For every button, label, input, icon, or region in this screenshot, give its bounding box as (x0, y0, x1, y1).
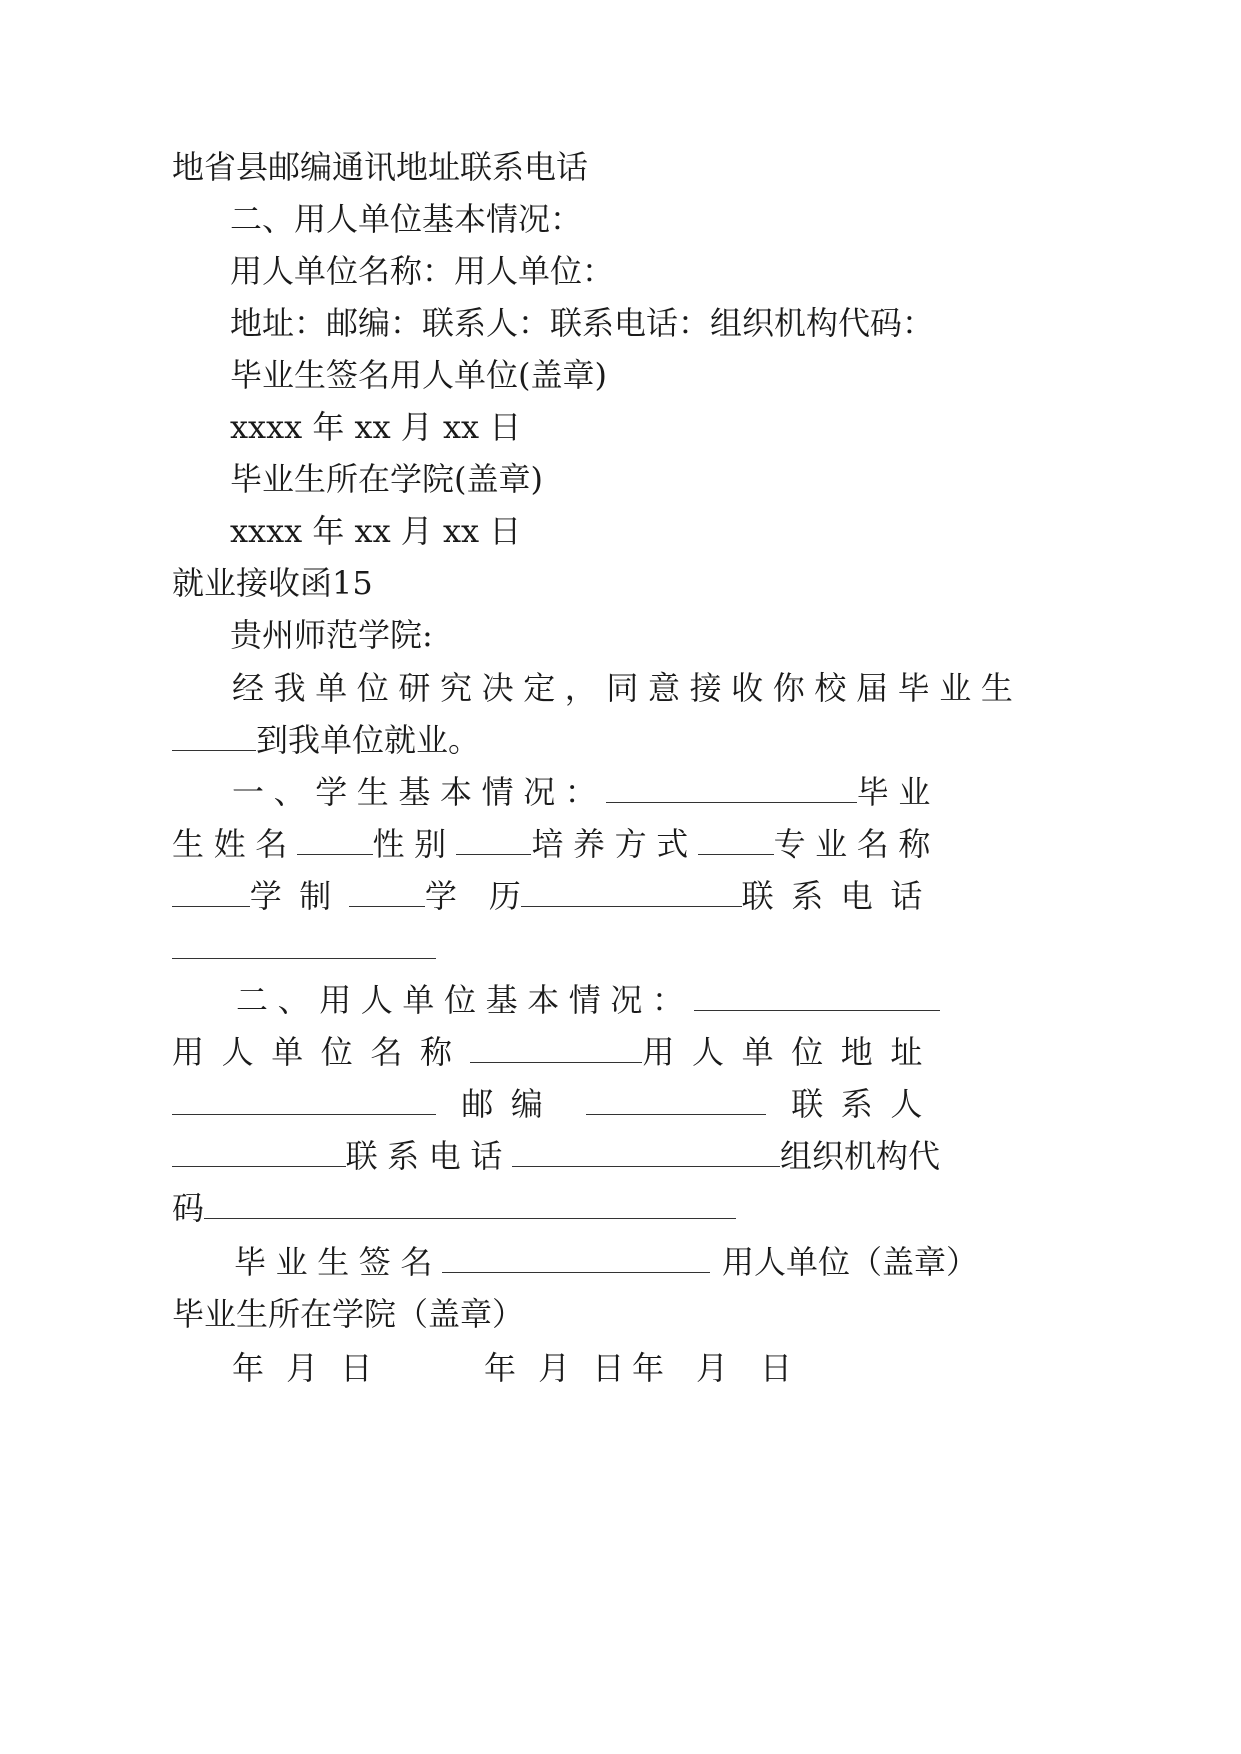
text-line: 地址：邮编：联系人：联系电话：组织机构代码： (230, 304, 935, 342)
section-heading: 二、用人单位基本情况： (236, 981, 694, 1019)
text-line: 毕业生所在学院(盖章) (230, 460, 543, 498)
postcode-field[interactable] (586, 1084, 766, 1115)
unit-info-blank[interactable] (694, 980, 940, 1011)
label-name: 生姓名 (172, 825, 297, 863)
label-org-code-end: 码 (172, 1189, 205, 1227)
duration-field[interactable] (349, 876, 425, 907)
text-line: 毕业生签名用人单位(盖章) (230, 356, 607, 394)
label-education: 学 历 (424, 877, 521, 915)
phone-and-code-group (346, 1136, 940, 1176)
section-heading: 二、用人单位基本情况： (230, 200, 583, 238)
section-heading: 一、学生基本情况： (232, 773, 607, 811)
date-graduate: 年 月 日 (232, 1349, 373, 1387)
graduate-name-blank[interactable] (172, 720, 256, 751)
education-field[interactable] (521, 876, 742, 907)
date-college: 年 月 日 (632, 1349, 793, 1387)
label-unit-address: 用人单位地址 (642, 1033, 940, 1071)
training-mode-field[interactable] (698, 824, 774, 855)
label-graduate-signature: 毕业生签名 (234, 1243, 443, 1281)
unit-name-field[interactable] (470, 1032, 643, 1063)
label-duration: 学制 (249, 877, 349, 915)
signature-line (234, 1242, 710, 1282)
label-org-code: 组织机构代 (779, 1137, 940, 1175)
body-line-1 (232, 668, 1023, 708)
phone-field[interactable] (172, 928, 436, 959)
unit-seal-label: 用人单位（盖章） (722, 1243, 979, 1281)
label-training-mode: 培养方式 (531, 825, 698, 863)
section-2-line (236, 980, 940, 1020)
body-text: 届毕业生 (856, 669, 1023, 707)
date-line: xxxx 年 xx 月 xx 日 (230, 408, 522, 446)
label-postcode: 邮编 (461, 1085, 561, 1123)
unit-phone-field[interactable] (512, 1136, 780, 1167)
name-field[interactable] (297, 824, 373, 855)
body-text: 经我单位研究决定，同意接收你校 (232, 669, 857, 707)
label-contact: 联系人 (791, 1085, 940, 1123)
college-seal-label: 毕业生所在学院（盖章） (172, 1295, 525, 1333)
section-1-line (232, 772, 940, 812)
major-field[interactable] (172, 876, 250, 907)
heading-fragment: 地省县邮编通讯地址联系电话 (172, 148, 589, 186)
org-code-field[interactable] (204, 1188, 736, 1219)
gender-field[interactable] (456, 824, 532, 855)
phone-line (172, 928, 436, 968)
label-unit-phone: 联系电话 (345, 1137, 512, 1175)
unit-address-field[interactable] (172, 1084, 436, 1115)
unit-fields-line-2 (172, 1084, 940, 1124)
label: 毕业 (856, 773, 940, 811)
graduate-signature-field[interactable] (442, 1242, 710, 1273)
text-line: 用人单位名称：用人单位： (230, 252, 615, 290)
unit-fields-line (172, 1032, 940, 1072)
unit-fields-line-3 (172, 1136, 940, 1176)
label-phone: 联系电话 (741, 877, 940, 915)
date-line: xxxx 年 xx 月 xx 日 (230, 512, 522, 550)
letter-title: 就业接收函15 (172, 564, 373, 602)
label-major: 专业名称 (773, 825, 940, 863)
body-text: 到我单位就业。 (256, 721, 481, 759)
org-code-line (172, 1188, 736, 1228)
label-unit-name: 用人单位名称 (172, 1033, 470, 1071)
body-line-2 (172, 720, 480, 760)
recipient: 贵州师范学院: (230, 616, 433, 654)
student-fields-line (172, 824, 940, 864)
date-unit: 年 月 日 (484, 1349, 625, 1387)
label-gender: 性别 (372, 825, 456, 863)
student-info-blank[interactable] (606, 772, 856, 803)
contact-field[interactable] (172, 1136, 346, 1167)
student-fields-line-2 (172, 876, 940, 916)
